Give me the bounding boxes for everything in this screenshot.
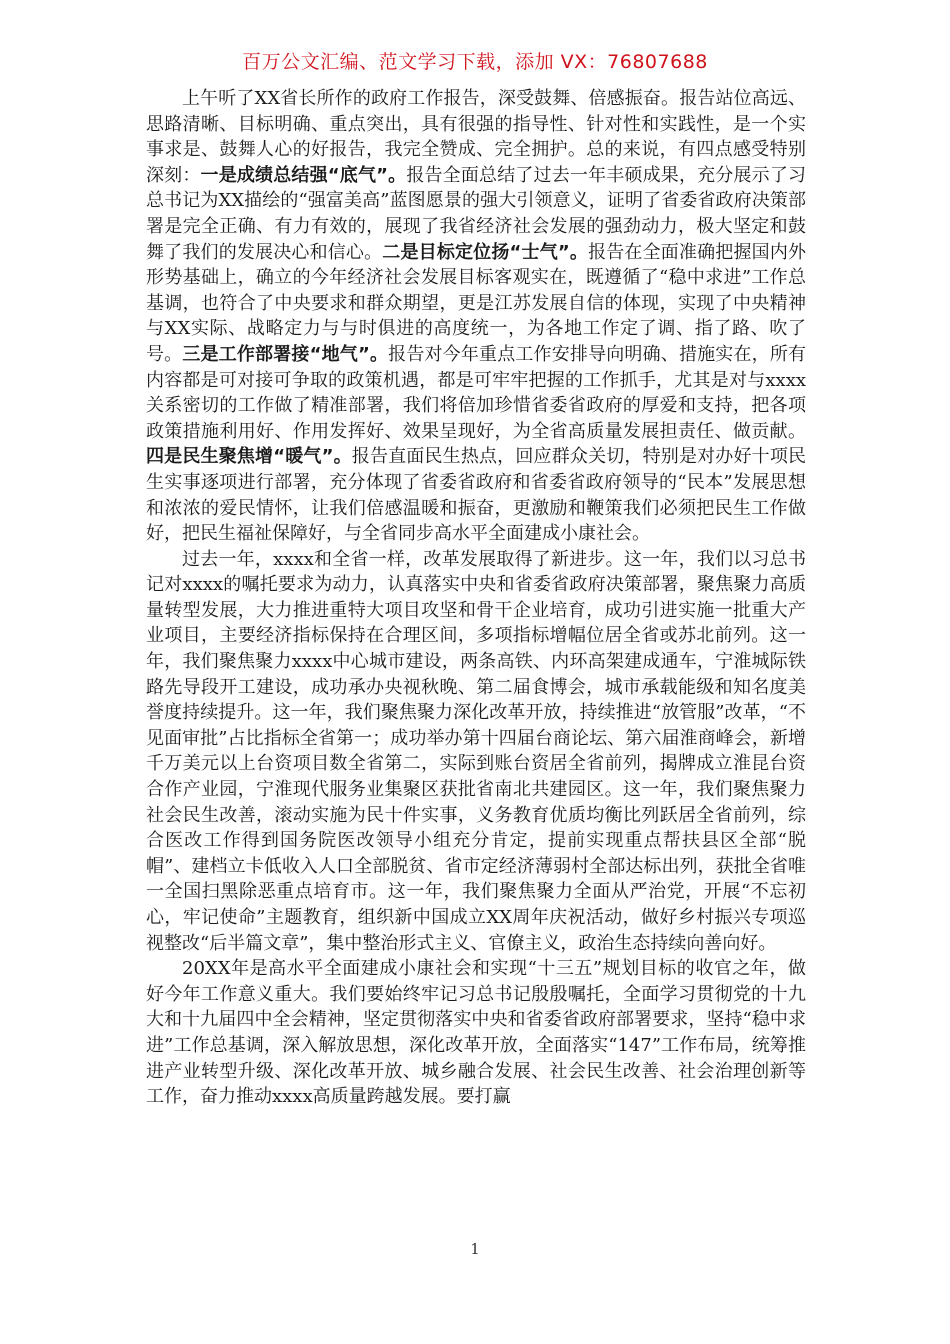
p3-text-1: 20XX年是高水平全面建成小康社会和实现“十三五”规划目标的收官之年，做好今年工作意义重大。我们要始终牢记习总书记殷殷嘱托，全面学习贯彻党的十九大和十九届四中全会精神，坚定贯彻落实中央和省委省政府部署要求，坚持“稳中求进”工作总基调，深入解放思想，深化改革开放，全面落实“147”工作布局，统筹推进产业转型升级、深化改革开放、城乡融合发展、社会民生改善、社会治理创新等工作，奋力推动xxxx高质量跨越发展。要打赢 [146,958,806,1108]
p1-text-5: 报告直面民生热点，回应群众关切，特别是对办好十项民生实事逐项进行部署，充分体现了省委省政府和省委省政府领导的“民本”发展思想和浓浓的爱民情怀，让我们倍感温暖和振奋，更激励和鞭策我们必须把民生工作做好，把民生福祉保障好，与全省同步高水平全面建成小康社会。 [146,446,806,545]
paragraph-1 [146,86,806,547]
paragraph-2 [146,547,806,957]
p1-text-1: 上午听了XX省长所作的政府工作报告，深受鼓舞、倍感振奋。报告站位高远、思路清晰、目标明确、重点突出，具有很强的指导性、针对性和实践性，是一个实事求是、鼓舞人心的好报告，我完全赞成、完全拥护。总的来说，有四点感受特别深刻： [146,88,806,186]
p2-text-1: 过去一年，xxxx和全省一样，改革发展取得了新进步。这一年，我们以习总书记对xxxx的嘱托要求为动力，认真落实中央和省委省政府决策部署，聚焦聚力高质量转型发展，大力推进重特大项目攻坚和骨干企业培育，成功引进实施一批重大产业项目，主要经济指标保持在合理区间，多项指标增幅位居全省或苏北前列。这一年，我们聚焦聚力xxxx中心城市建设，两条高铁、内环高架建成通车，宁淮城际铁路先导段开工建设，成功承办央视秋晚、第二届食博会，城市承载能级和知名度美誉度持续提升。这一年，我们聚焦聚力深化改革开放，持续推进“放管服”改革，“不见面审批”占比指标全省第一；成功举办第十四届台商论坛、第六届淮商峰会，新增千万美元以上台资项目数全省第二，实际到账台资居全省前列，揭牌成立淮昆台资合作产业园，宁淮现代服务业集聚区获批省南北共建园区。这一年，我们聚焦聚力社会民生改善，滚动实施为民十件实事，义务教育优质均衡比列跃居全省前列，综合医改工作得到国务院医改领导小组充分肯定，提前实现重点帮扶县区全部“脱帽”、建档立卡低收入人口全部脱贫、省市定经济薄弱村全部达标出列，获批全省唯一全国扫黑除恶重点培育市。这一年，我们聚焦聚力全面从严治党，开展“不忘初心，牢记使命”主题教育，组织新中国成立XX周年庆祝活动，做好乡村振兴专项巡视整改“后半篇文章”，集中整治形式主义、官僚主义，政治生态持续向善向好。 [146,548,806,954]
p1-point-4-heading: 四是民生聚焦增“暖气”。 [146,446,352,468]
page-number: 1 [470,1240,480,1258]
paragraph-3 [146,956,806,1110]
p1-text-2: 报告全面总结了过去一年丰硕成果，充分展示了习总书记为XX描绘的“强富美高”蓝图愿景的强大引领意义，证明了省委省政府决策部署是完全正确、有力有效的，展现了我省经济社会发展的强劲动力，极大坚定和鼓舞了我们的发展决心和信心。 [146,164,807,263]
p1-text-3: 报告在全面准确把握国内外形势基础上，确立的今年经济社会发展目标客观实在，既遵循了“稳中求进”工作总基调，也符合了中央要求和群众期望，更是江苏发展自信的体现，实现了中央精神与XX实际、战略定力与与时俱进的高度统一，为各地工作定了调、指了路、吹了号。 [146,241,807,365]
promo-header: 百万公文汇编、范文学习下载，添加 VX：76807688 [242,51,708,73]
p1-point-3-heading: 三是工作部署接“地气”。 [182,343,389,365]
p1-point-2-heading: 二是目标定位扬“士气”。 [382,241,589,263]
p1-text-4: 报告对今年重点工作安排导向明确、措施实在，所有内容都是可对接可争取的政策机遇，都是可牢牢把握的工作抓手，尤其是对与xxxx关系密切的工作做了精准部署，我们将倍加珍惜省委省政府的厚爱和支持，把各项政策措施利用好、作用发挥好、效果呈现好，为全省高质量发展担责任、做贡献。 [146,343,807,442]
p1-point-1-heading: 一是成绩总结强“底气”。 [200,164,407,186]
document-body [146,86,806,1110]
